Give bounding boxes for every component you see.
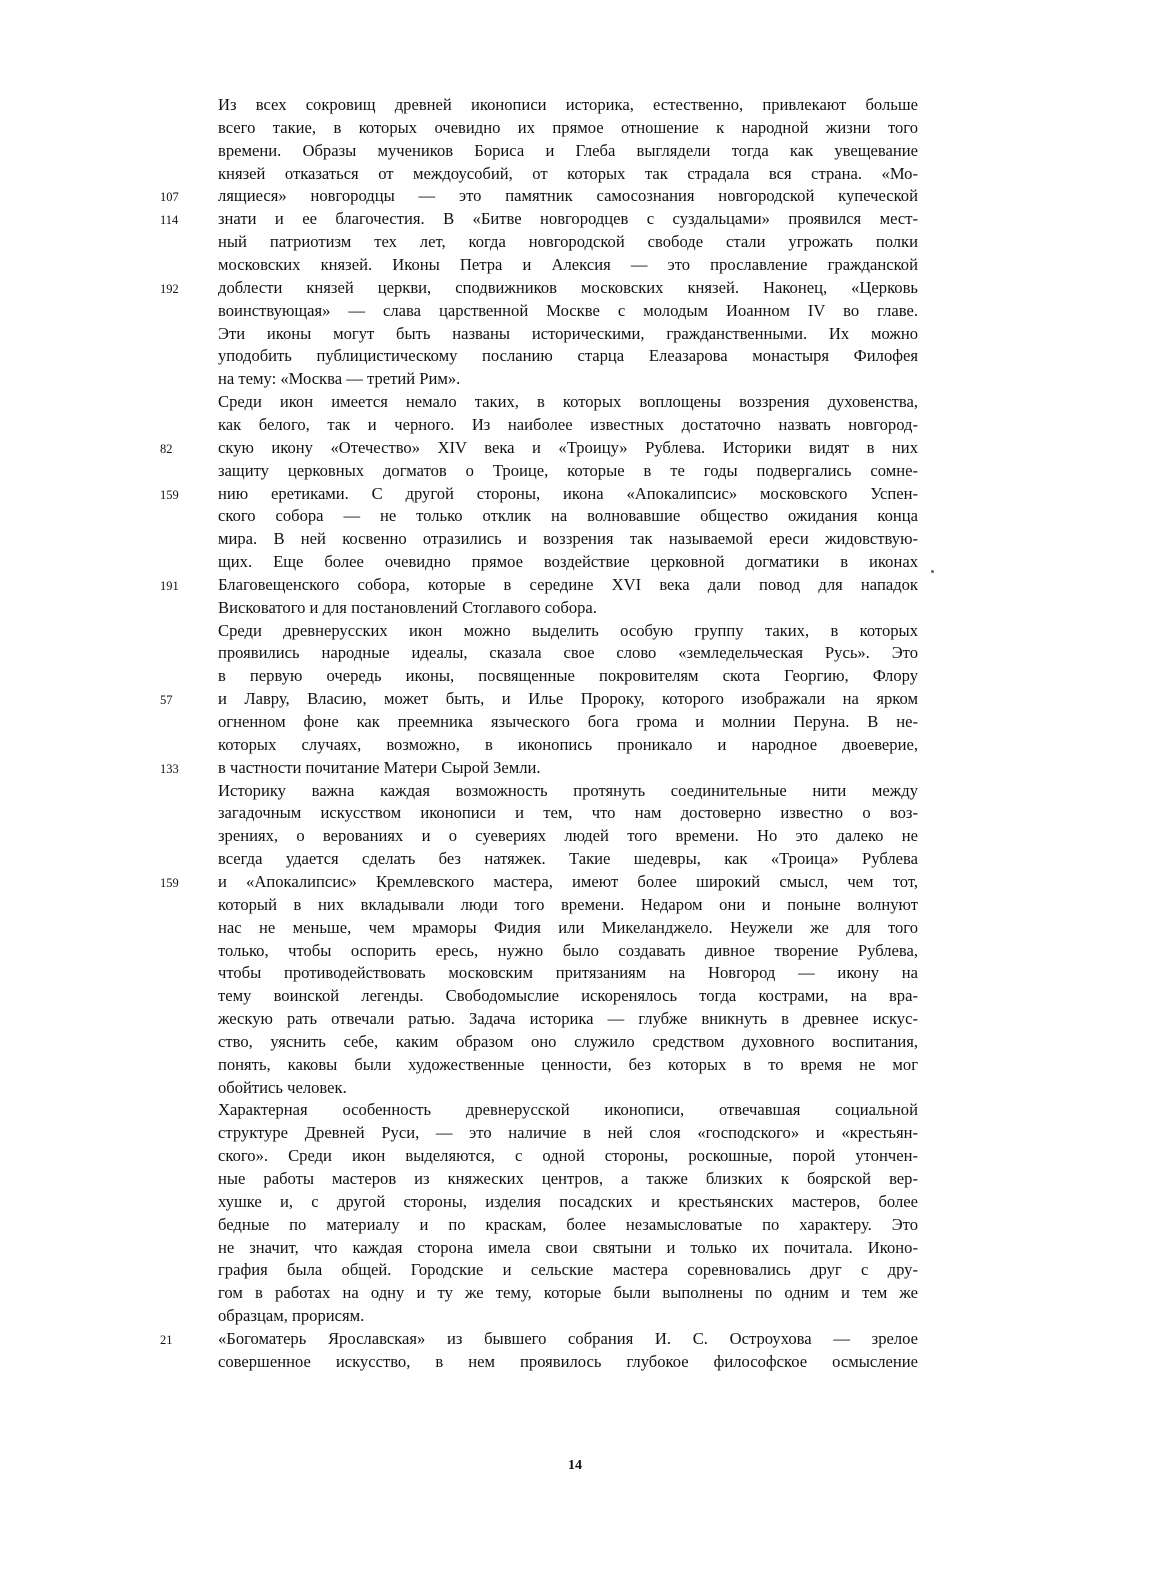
text-line: бедные по материалу и по краскам, более незамысловатые по характеру. Это [218, 1214, 918, 1234]
margin-plate-number: 114 [160, 213, 179, 228]
text-line: Из всех сокровищ древней иконописи историка, естественно, привлекают больше [218, 95, 918, 114]
text-line: и Лавру, Власию, может быть, и Илье Пророку, которого изображали на ярком [218, 689, 918, 709]
margin-plate-number: 57 [160, 693, 173, 708]
text-line: в первую очередь иконы, посвященные покровителям скота Георгию, Флору [218, 666, 918, 686]
text-line: знати и ее благочестия. В «Битве новгородцев с суздальцами» проявился мест- [218, 209, 918, 229]
text-line: структуре Древней Руси, — это наличие в ней слоя «господского» и «крестьян- [218, 1123, 918, 1143]
text-line: нас не меньше, чем мраморы Фидия или Микеланджело. Неужели же для того [218, 917, 918, 937]
margin-plate-number: 192 [160, 281, 179, 296]
text-line: защиту церковных догматов о Троице, которые в те годы подвергались сомне- [218, 460, 918, 480]
text-line: чтобы противодействовать московским притязаниям на Новгород — икону на [218, 963, 918, 983]
text-line: ского». Среди икон выделяются, с одной стороны, роскошные, порой утончен- [218, 1146, 918, 1166]
text-line: «Богоматерь Ярославская» из бывшего собрания И. С. Остроухова — зрелое [218, 1328, 918, 1348]
text-line: всего такие, в которых очевидно их прямое отношение к народной жизни того [218, 117, 918, 137]
margin-plate-number: 21 [160, 1332, 173, 1347]
page-number: 14 [568, 1458, 582, 1473]
text-line: зрениях, о верованиях и о суевериях людей того времени. Но это далеко не [218, 826, 918, 846]
margin-plate-number: 159 [160, 875, 179, 890]
text-line: воинствующая» — слава царственной Москве с молодым Иоанном IV во главе. [218, 300, 918, 320]
margin-plate-number: 191 [160, 578, 179, 593]
text-line: уподобить публицистическому посланию старца Елеазарова монастыря Филофея [218, 346, 918, 366]
text-line: понять, каковы были художественные ценности, без которых в то время не мог [218, 1054, 918, 1074]
text-line: Благовещенского собора, которые в середине XVI века дали повод для нападок [218, 574, 918, 594]
margin-plate-number: 107 [160, 190, 179, 205]
text-line: жескую рать отвечали ратью. Задача историка — глубже вникнуть в древнее искус- [218, 1009, 918, 1028]
text-line: Среди древнерусских икон можно выделить особую группу таких, в которых [218, 620, 918, 640]
text-line: на тему: «Москва — третий Рим». [218, 369, 461, 389]
text-line: который в них вкладывали люди того времени. Недаром они и поныне волнуют [218, 894, 918, 914]
text-line: и «Апокалипсис» Кремлевского мастера, имеют более широкий смысл, чем тот, [218, 871, 918, 891]
margin-plate-number: 133 [160, 761, 179, 776]
text-line: доблести князей церкви, сподвижников московских князей. Наконец, «Церковь [218, 277, 918, 297]
text-line: Историку важна каждая возможность протянуть соединительные нити между [218, 780, 918, 800]
text-line: Висковатого и для постановлений Стоглавого собора. [218, 597, 597, 617]
text-line: Эти иконы могут быть названы историческими, гражданственными. Их можно [218, 323, 918, 343]
text-line: ный патриотизм тех лет, когда новгородской свободе стали угрожать полки [218, 232, 918, 252]
text-line: хушке и, с другой стороны, изделия посадских и крестьянских мастеров, более [218, 1191, 918, 1211]
text-line: гом в работах на одну и ту же тему, которые были выполнены по одним и тем же [218, 1283, 918, 1303]
text-line: в частности почитание Матери Сырой Земли. [218, 757, 541, 777]
text-line: скую икону «Отечество» XIV века и «Троицу» Рублева. Историки видят в них [218, 437, 918, 457]
text-line: обойтись человек. [218, 1077, 347, 1097]
text-line: ные работы мастеров из княжеских центров, а также близких к боярской вер- [218, 1169, 918, 1188]
text-line: щих. Еще более очевидно прямое воздействие церковной догматики в иконах [218, 552, 918, 571]
text-line: ского собора — не только отклик на волновавшие общество ожидания конца [218, 506, 918, 526]
text-line: тему воинской легенды. Свободомыслие искоренялось тогда кострами, на вра- [218, 986, 918, 1006]
text-line: загадочным искусством иконописи и тем, что нам достоверно известно о воз- [218, 803, 918, 823]
margin-plate-number: 159 [160, 487, 179, 502]
text-line: ство, уяснить себе, каким образом оно служило средством духовного воспитания, [218, 1031, 918, 1051]
text-line: Характерная особенность древнерусской иконописи, отвечавшая социальной [218, 1100, 918, 1120]
text-line: времени. Образы мучеников Бориса и Глеба выглядели тогда как увещевание [218, 140, 918, 160]
text-line: проявились народные идеалы, сказала свое слово «земледельческая Русь». Это [218, 643, 918, 663]
text-line: мира. В ней косвенно отразились и воззрения так называемой ереси жидовствую- [218, 529, 918, 549]
text-line: которых случаях, возможно, в иконопись проникало и народное двоеверие, [218, 734, 918, 754]
text-line: огненном фоне как преемника языческого бога грома и молнии Перуна. В не- [218, 712, 918, 731]
text-line: совершенное искусство, в нем проявилось глубокое философское осмысление [218, 1351, 918, 1371]
text-line: Среди икон имеется немало таких, в которых воплощены воззрения духовенства, [218, 392, 918, 412]
text-line: образцам, прорисям. [218, 1306, 365, 1326]
text-line: московских князей. Иконы Петра и Алексия — это прославление гражданской [218, 255, 918, 274]
text-line: князей отказаться от междоусобий, от которых так страдала вся страна. «Мо- [218, 163, 918, 183]
text-line: как белого, так и черного. Из наиболее известных достаточно назвать новгород- [218, 414, 918, 434]
margin-plate-number: 82 [160, 441, 173, 456]
text-line: графия была общей. Городские и сельские мастера соревновались друг с дру- [218, 1260, 918, 1280]
text-line: не значит, что каждая сторона имела свои святыни и только их почитала. Иконо- [218, 1237, 918, 1257]
text-line: лящиеся» новгородцы — это памятник самосознания новгородской купеческой [218, 186, 918, 206]
text-line: нию еретиками. С другой стороны, икона «Апокалипсис» московского Успен- [218, 483, 918, 503]
text-line: только, чтобы оспорить ересь, нужно было создавать дивное творение Рублева, [218, 940, 918, 960]
scan-speck [931, 570, 934, 573]
text-line: всегда удается сделать без натяжек. Такие шедевры, как «Троица» Рублева [218, 849, 918, 869]
